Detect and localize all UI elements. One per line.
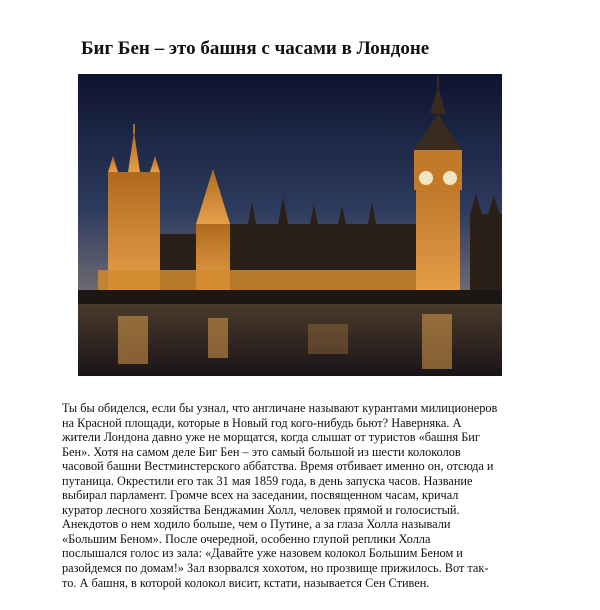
body-line: Бен». Хотя на самом деле Биг Бен – это самый большой из шести колоколов: [62, 444, 461, 459]
big-ben-photo: [78, 74, 502, 376]
body-line: то. А башня, в которой колокол висит, кстати, называется Сен Стивен.: [62, 575, 430, 590]
body-line: разойдемся по домам!» Зал взорвался хохотом, но прозвище прижилось. Вот так-: [62, 561, 489, 576]
body-line: Анекдотов о нем ходило больше, чем о Путине, а за глаза Холла называли: [62, 517, 451, 532]
body-line: выбирал парламент. Громче всех на заседании, посвященном часам, кричал: [62, 488, 459, 503]
body-line: «Большим Беном». После очередной, особенно глупой реплики Холла: [62, 531, 431, 546]
article-body: [62, 401, 548, 590]
body-line: на Красной площади, которые в Новый год кого-нибудь бьют? Наверняка. А: [62, 415, 462, 430]
body-line: жители Лондона давно уже не морщатся, когда слышат от туристов «башня Биг: [62, 430, 480, 445]
body-line: куратор лесного хозяйства Бенджамин Холл, человек прямой и голосистый.: [62, 502, 460, 517]
body-line: путаница. Окрестили его так 31 мая 1859 года, в день запуска часов. Название: [62, 473, 473, 488]
body-line: Ты бы обиделся, если бы узнал, что англичане называют курантами милиционеров: [62, 401, 498, 415]
article-title: Биг Бен – это башня с часами в Лондоне: [81, 38, 430, 59]
body-line: часовой башни Вестминстерского аббатства. Время отбивает именно он, отсюда и: [62, 459, 494, 474]
body-line: послышался голос из зала: «Давайте уже назовем колокол Большим Беном и: [62, 546, 463, 561]
